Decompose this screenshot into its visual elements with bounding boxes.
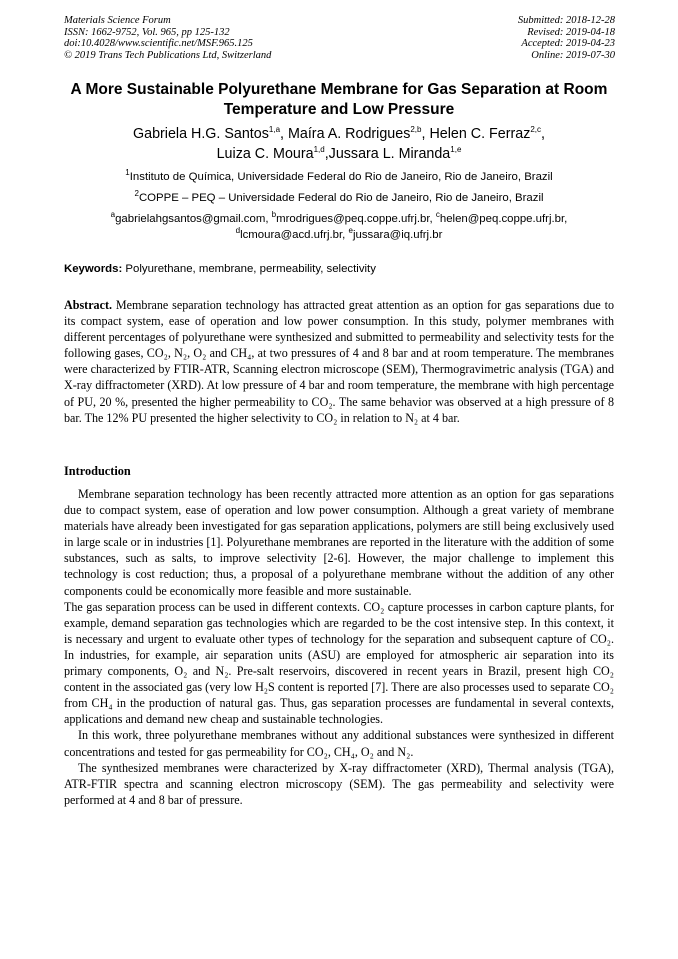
doi-line: doi:10.4028/www.scientific.net/MSF.965.125 [64,38,253,50]
email-mark: c [435,210,440,220]
introduction-body [64,486,614,808]
paragraph: In this work, three polyurethane membranes without any additional substances were synthesized in different concentrations and tested for gas permeability for CO₂, CH₄, O₂ and N₂. [64,728,614,759]
submitted-date: Submitted: 2018-12-28 [517,15,615,26]
author-name: Luiza C. Moura [216,146,314,162]
journal-name: Materials Science Forum [64,15,171,26]
author-affil-mark: 1,e [450,145,462,155]
affiliation-number: 2 [134,189,139,199]
affiliation-text: Instituto de Química, Universidade Federal do Rio de Janeiro, Rio de Janeiro, Brazil [129,171,553,183]
email-address[interactable]: mrodrigues@peq.coppe.ufrj.br [276,213,430,225]
author-name: Gabriela H.G. Santos [133,126,269,142]
author-name: Helen C. Ferraz [429,126,531,142]
author-affil-mark: 2,c [530,125,542,135]
author-affil-mark: 1,d [313,145,325,155]
paragraph: The synthesized membranes were characterized by X-ray diffractometer (XRD), Thermal analysis (TGA), ATR-FTIR spectra and scanning electron microscopy (SEM). The gas permeability and selectivity were performed at 4 and 8 bar of pressure. [64,760,614,807]
email-mark: e [348,225,353,235]
email-separator: , [342,228,349,241]
paragraph: The gas separation process can be used in different contexts. CO₂ capture processes in carbon capture plants, for example, demand separation gas technologies which are regarded to be the cost intensive step. In this context, it is necessary and urgent to evaluate other types of technology for the separation and subsequent capture of CO₂. In industries, for example, air separation units (ASU) are employed for atmospheric air separation into its primary components, O₂ and N₂. Pre-salt reservoirs, discovered in recent years in Brazil, present high CO₂ content in the associated gas (very low H₂S content is reported [7]. There are also processes used to separate CO₂ from CH₄ in the production of natural gas. Thus, gas separation processes are fundamental in several contexts, applications and demand new cheap and sustainable technologies. [64,599,614,727]
accepted-date: Accepted: 2019-04-23 [521,38,615,50]
email-address[interactable]: lcmoura@acd.ufrj.br [240,228,343,241]
abstract [64,297,614,426]
journal-info [64,15,271,61]
author-separator: , [421,126,430,142]
author-list [64,124,614,164]
keywords-label: Keywords: [64,263,123,275]
email-separator: , [564,213,568,225]
affiliation-number: 1 [125,168,130,178]
author-separator: , [280,126,288,142]
email-mark: b [271,210,277,220]
revised-date: Revised: 2019-04-18 [527,26,615,38]
email-separator: , [429,213,436,225]
author-name: Jussara L. Miranda [328,146,451,162]
email-address[interactable]: jussara@iq.ufrj.br [352,228,443,241]
email-separator: , [265,213,272,225]
email-mark: a [110,210,116,220]
abstract-text: Membrane separation technology has attracted great attention as an option for gas separations due to its compact system, ease of operation and low power consumption. In this study, polymer membranes with different percentages of polyurethane were synthesized and submitted to permeability and selectivity tests for the following gases, CO₂, N₂, O₂ and CH₄, at two pressures of 4 and 8 bar and at room temperature. The membranes were characterized by FTIR-ATR, Scanning electron microscope (SEM), Thermogravimetric analysis (TGA) and X-ray diffractometer (XRD). At low pressure of 4 bar and room temperature, the membrane with high percentage of PU, 20 %, presented the higher permeability to CO₂. The same behavior was observed at a high pressure of 8 bar. The 12% PU presented the higher selectivity to CO₂ in relation to N₂ at 4 bar. [64,298,614,425]
affiliation-1 [64,170,614,184]
paragraph: Membrane separation technology has been recently attracted more attention as an option for gas separations due to compact system, ease of operation and low power consumption. Although a great variety of membrane materials have already been investigated for gas separation applications, polymers are still being exclusively used in large scale or in industries [1]. Polyurethane membranes are reported in the literature with the addition of some substances, such as salts, to improve selectivity [2-6]. However, the major challenge to implement this technology is cost reduction; thus, a proposal of a polyurethane membrane without the addition of any other components could be economically more feasible and more sustainable. [64,487,614,598]
author-affil-mark: 2,b [410,125,422,135]
email-address[interactable]: gabrielahgsantos@gmail.com [115,213,266,225]
abstract-label: Abstract. [64,298,113,312]
affiliation-2 [64,191,614,205]
issn-line: ISSN: 1662-9752, Vol. 965, pp 125-132 [64,26,230,38]
keywords-line [64,262,614,276]
copyright-line: © 2019 Trans Tech Publications Ltd, Switzerland [64,49,272,61]
section-heading-introduction: Introduction [64,464,131,478]
dates-info [518,15,615,61]
online-date: Online: 2019-07-30 [531,49,615,61]
email-address[interactable]: helen@peq.coppe.ufrj.br [439,213,565,225]
keywords-text: Polyurethane, membrane, permeability, selectivity [125,263,376,275]
author-name: Maíra A. Rodrigues [287,126,411,142]
author-separator: , [541,126,545,142]
email-mark: d [235,225,241,235]
author-separator: , [324,146,329,162]
paper-title: A More Sustainable Polyurethane Membrane for Gas Separation at Room Temperature and Low Pressure [70,81,608,118]
author-affil-mark: 1,a [268,125,281,135]
email-list [64,212,614,243]
affiliation-text: COPPE – PEQ – Universidade Federal do Rio de Janeiro, Rio de Janeiro, Brazil [138,192,544,204]
